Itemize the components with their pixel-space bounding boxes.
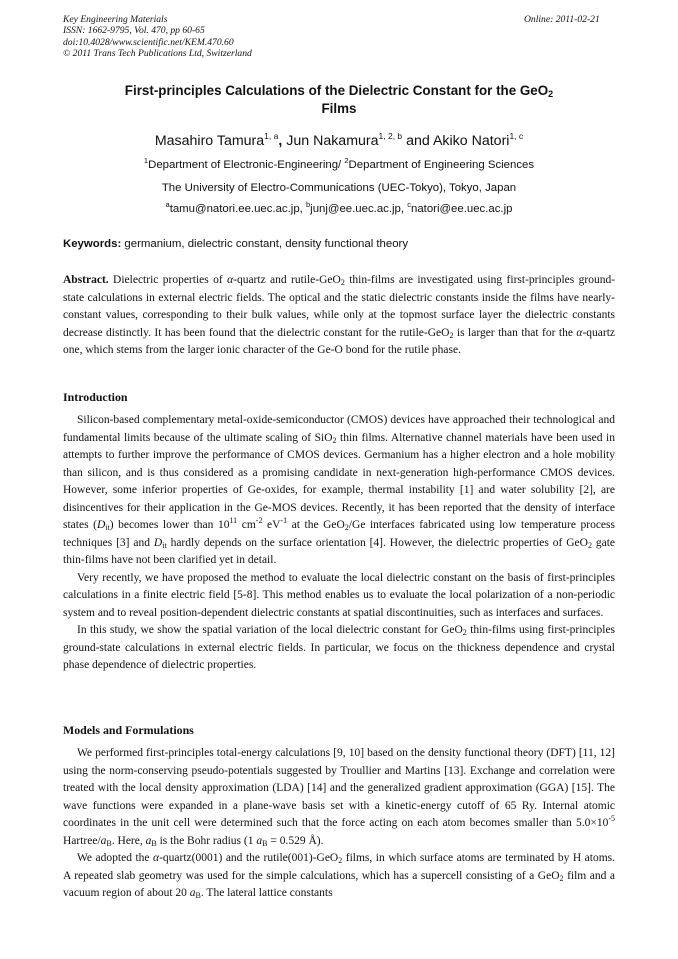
symbol: a	[189, 887, 196, 899]
paragraph: Very recently, we have proposed the method to evaluate the local dielectric constant on the basis of first-principles calculations in a finite electric field [5-8]. This method enables us to evaluate the local polarization of a non-periodic system and to reveal position-dependent dielectric constants at spatial discontinuities, such as interfaces and surfaces.	[63, 571, 615, 619]
section-heading-models: Models and Formulations	[63, 723, 194, 737]
title-line2: Films	[321, 101, 357, 116]
superscript: -1	[280, 516, 288, 525]
paragraph	[63, 622, 615, 675]
email-b[interactable]: junj@ee.uec.ac.jp,	[310, 203, 405, 215]
journal-name: Key Engineering Materials	[63, 14, 168, 25]
email-a[interactable]: tamu@natori.ee.uec.ac.jp,	[169, 203, 303, 215]
models-body	[63, 745, 615, 903]
author-2: Jun Nakamura	[286, 133, 379, 149]
abstract-text: thin-films are investigated using first-principles ground-state calculations in external electric fields. The optical and the static dielectric constants inside the films have nearly-constant values, corresponding to their bulk values, while only at the topmost surface layer the dielectric constants decrease distinctly. It has been found that the dielectric constant for the rutile-GeO	[63, 274, 616, 339]
subscript: 2	[587, 540, 592, 550]
text: thin-films using first-principles ground-state calculations in external electric fields. In particular, we focus on the thickness dependence and crystal phase dependence of dielectric properties.	[63, 624, 616, 671]
doi: doi:10.4028/www.scientific.net/KEM.470.60	[63, 36, 234, 48]
subscript: 2	[449, 330, 454, 340]
text: thin films. Alternative channel materials have been used in attempts to further improve the performance of CMOS devices. Germanium has a higher electron and a hole mobility than silicon, and is thus considered as a promising candidate in next-generation high-performance CMOS devices. However, some inferior properties of Ge-oxides, for example, thermal instability [1] and water solubility [2], are disincentives for their application in the Ge-MOS devices. Recently, it has been reported that the density of interface states (	[63, 431, 615, 531]
subscript: 2	[340, 278, 345, 287]
text: ) becomes lower than 10	[109, 519, 230, 531]
journal-metadata	[63, 14, 252, 60]
superscript: -5	[608, 814, 615, 823]
subscript: 2	[332, 435, 337, 445]
keywords-text: germanium, dielectric constant, density functional theory	[124, 238, 409, 250]
superscript: -2	[255, 516, 263, 525]
author-2-affil: 1, 2, b	[378, 131, 403, 141]
author-1: Masahiro Tamura	[154, 133, 265, 149]
author-and: and	[406, 133, 430, 149]
symbol: a	[256, 834, 263, 847]
author-3-affil: 1, c	[509, 131, 524, 141]
affil-sup-1: 1	[143, 156, 149, 165]
alpha-symbol: α	[153, 852, 160, 864]
text: We adopted the	[77, 852, 150, 864]
text: -quartz(0001) and the rutile(001)-GeO	[159, 852, 339, 864]
text: is the Bohr radius (1	[159, 834, 254, 847]
alpha-symbol: α	[576, 326, 583, 339]
section-heading-introduction: Introduction	[63, 390, 128, 404]
paper-title	[70, 82, 608, 118]
subscript: B	[262, 838, 268, 848]
text: /Ge interfaces fabricated using low temperature process techniques [3] and	[63, 519, 615, 549]
affil-sup-2: 2	[344, 156, 349, 165]
author-list: Masahiro Tamura$^{1, a}$, Jun Nakamura$^{1, 2, b}$ and Akiko Natori$^{1, c}$	[154, 131, 524, 149]
email-c-sup: c	[407, 200, 411, 209]
dept-2: Department of Engineering Sciences	[348, 159, 535, 171]
paragraph	[63, 412, 615, 570]
text: . Here,	[111, 834, 143, 847]
author-1-affil: 1, a	[264, 131, 279, 141]
text: gate thin-films have not been clarified yet in detail.	[63, 536, 616, 566]
abstract-text: -quartz one, which stems from the larger ionic character of the Ge-O bond for the rutile phase.	[63, 326, 616, 356]
abstract-label: Abstract.	[63, 274, 109, 286]
subscript: B	[151, 838, 157, 848]
title-subscript: 2	[548, 89, 554, 99]
paragraph	[63, 850, 615, 903]
text: hardly depends on the surface orientation [4]. However, the dielectric properties of GeO	[170, 536, 588, 549]
abstract-text: -quartz and rutile-GeO	[233, 274, 341, 286]
symbol: a	[100, 834, 107, 847]
author-3: Akiko Natori	[432, 133, 510, 149]
subscript: 2	[338, 856, 343, 865]
introduction-body	[63, 412, 615, 675]
text: cm	[237, 519, 256, 531]
subscript: B	[106, 838, 112, 848]
text: film and a vacuum region of about 20	[63, 869, 615, 899]
online-date: Online: 2011-02-21	[524, 14, 600, 25]
keywords	[63, 237, 615, 251]
email-b-sup: b	[306, 200, 311, 209]
text: at the GeO	[287, 519, 345, 531]
text: = 0.529 Å).	[267, 834, 324, 847]
abstract	[63, 272, 615, 360]
subscript: 2	[462, 628, 467, 637]
affiliation-university: The University of Electro-Communications (UEC-Tokyo), Tokyo, Japan	[161, 182, 517, 194]
symbol: D	[96, 519, 106, 531]
alpha-symbol: α	[227, 274, 234, 286]
paragraph	[63, 745, 615, 850]
abstract-text: is larger than that for the	[456, 326, 573, 339]
text: We performed first-principles total-energy calculations [9, 10] based on the density functional theory (DFT) [11, 12] using the norm-conserving pseudo-potentials suggested by Troullier and Martins [13]. Exchange and correlation were treated with the local density approximation (LDA) [14] and the generalized gradient approximation (GGA) [15]. The wave functions were expanded in a plane-wave basis set with a kinetic-energy cutoff of 65 Ry. Internal atomic coordinates in the unit cell were determined such that the force acting on each atom becomes smaller than 5.0×10	[63, 747, 615, 829]
abstract-text: Dielectric properties of	[113, 274, 223, 286]
copyright: © 2011 Trans Tech Publications Ltd, Switzerland	[63, 48, 252, 60]
keywords-label: Keywords:	[63, 238, 122, 250]
issn: ISSN: 1662-9795, Vol. 470, pp 60-65	[63, 25, 205, 37]
subscript: it	[162, 540, 167, 550]
text: Hartree/	[63, 834, 101, 847]
text: In this study, we show the spatial variation of the local dielectric constant for GeO	[77, 624, 463, 636]
affiliation-departments	[60, 158, 618, 172]
symbol: a	[145, 834, 152, 847]
email-c[interactable]: natori@ee.uec.ac.jp	[410, 203, 513, 215]
dept-1: Department of Electronic-Engineering/	[148, 159, 342, 171]
subscript: B	[195, 891, 201, 900]
text: Silicon-based complementary metal-oxide-semiconductor (CMOS) devices have approached their technological and fundamental limits because of the ultimate scaling of SiO	[63, 414, 615, 444]
author-emails	[60, 202, 618, 216]
text: eV	[262, 519, 281, 531]
subscript: 2	[559, 873, 564, 883]
subscript: it	[105, 523, 110, 532]
email-a-sup: a	[165, 200, 170, 209]
text: films, in which surface atoms are terminated by H atoms. A repeated slab geometry was used for the simple calculations, which has a supercell consisting of a GeO	[63, 852, 615, 882]
superscript: 11	[229, 516, 238, 525]
title-main: First-principles Calculations of the Dielectric Constant for the GeO	[124, 83, 549, 98]
text: . The lateral lattice constants	[200, 887, 333, 899]
symbol: D	[153, 536, 163, 549]
subscript: 2	[344, 523, 349, 532]
